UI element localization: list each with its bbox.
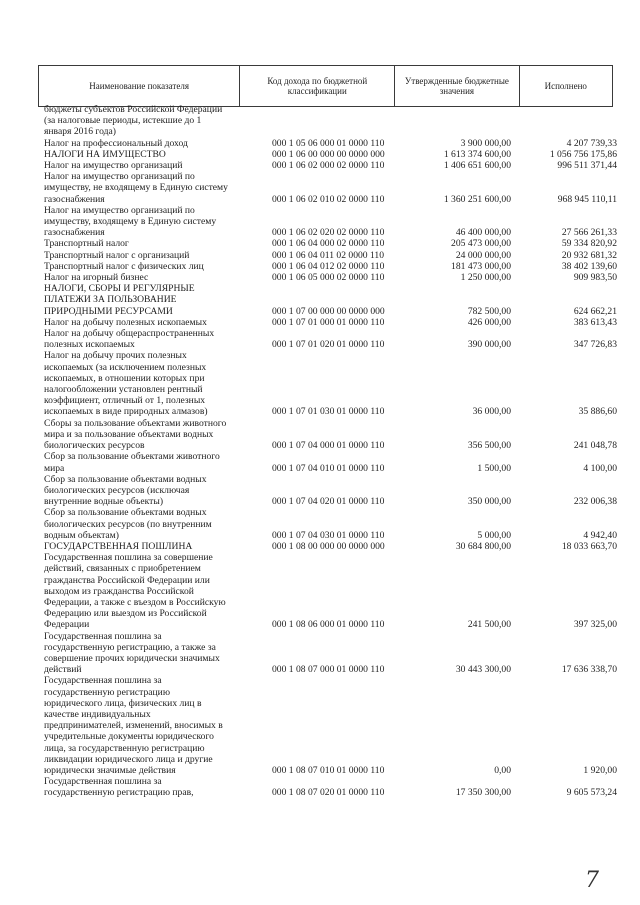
row-name: Налог на имущество организаций <box>44 160 183 172</box>
row-name: Налог на имущество организаций по имуществу, входящему в Единую систему газоснабжения <box>44 204 217 239</box>
row-code: 000 1 06 02 010 02 0000 110 <box>272 193 385 205</box>
row-executed: 1 920,00 <box>583 764 617 776</box>
row-approved: 3 900 000,00 <box>460 137 511 149</box>
table-row <box>44 272 619 283</box>
table-row <box>44 631 619 676</box>
row-approved: 17 350 300,00 <box>455 787 511 799</box>
row-name: Транспортный налог <box>44 238 129 250</box>
row-name: Транспортный налог с организаций <box>44 249 190 261</box>
row-code: 000 1 07 04 020 01 0000 110 <box>272 496 385 508</box>
row-code: 000 1 07 01 020 01 0000 110 <box>272 339 385 351</box>
table-row <box>44 675 619 776</box>
table-row <box>44 283 619 317</box>
row-approved: 181 473 000,00 <box>451 260 511 272</box>
row-name: Налог на профессиональный доход <box>44 137 188 149</box>
row-executed: 383 613,43 <box>573 316 617 328</box>
row-name: Сбор за пользование объектами водных биологических ресурсов (исключая внутренние водные объекты) <box>44 473 207 508</box>
row-name: НАЛОГИ НА ИМУЩЕСТВО <box>44 148 166 160</box>
table-row <box>44 104 619 138</box>
table-row <box>44 238 619 249</box>
table-row <box>44 328 619 350</box>
table-row <box>44 507 619 541</box>
row-approved: 1 406 651 600,00 <box>443 160 511 172</box>
row-name: Налог на игорный бизнес <box>44 272 149 284</box>
row-executed: 241 048,78 <box>573 440 617 452</box>
row-executed: 909 983,50 <box>573 272 617 284</box>
row-code: 000 1 06 04 011 02 0000 110 <box>272 249 385 261</box>
header-name: Наименование показателя <box>39 66 240 107</box>
row-code: 000 1 06 04 000 02 0000 110 <box>272 238 385 250</box>
row-code: 000 1 07 04 010 01 0000 110 <box>272 462 385 474</box>
row-executed: 38 402 139,60 <box>561 260 617 272</box>
row-code: 000 1 08 07 010 01 0000 110 <box>272 764 385 776</box>
table-body <box>44 104 619 799</box>
row-name: Государственная пошлина за государственную регистрацию прав, <box>44 776 194 799</box>
row-name: ГОСУДАРСТВЕННАЯ ПОШЛИНА <box>44 540 193 552</box>
row-name: Налог на добычу прочих полезных ископаемых (за исключением полезных ископаемых, в отношении которых при налогообложении установлен рентный коэффициент, отличный от 1, полезных ископаемых в виде природных алмазов) <box>44 350 208 418</box>
row-name: Сбор за пользование объектами водных биологических ресурсов (по внутренним водным объектам) <box>44 507 212 541</box>
row-executed: 59 334 820,92 <box>561 238 617 250</box>
row-code: 000 1 07 04 030 01 0000 110 <box>272 529 385 541</box>
row-name: Государственная пошлина за совершение действий, связанных с приобретением гражданства Российской Федерации или выходом из гражданства Российской Федерации, а также с въездом в Российскую Федерацию или выездом из Российской Федерации <box>44 552 226 631</box>
row-executed: 397 325,00 <box>573 619 617 631</box>
row-executed: 1 056 756 175,86 <box>549 148 617 160</box>
row-name: Налог на добычу полезных ископаемых <box>44 316 207 328</box>
row-executed: 9 605 573,24 <box>566 787 617 799</box>
table-row <box>44 350 619 417</box>
header-executed: Исполнено <box>519 66 612 107</box>
row-code: 000 1 05 06 000 01 0000 110 <box>272 137 385 149</box>
table-row <box>44 451 619 473</box>
row-executed: 4 100,00 <box>583 462 617 474</box>
row-name: бюджеты субъектов Российской Федерации (за налоговые периоды, истекшие до 1 января 2016 года) <box>44 104 223 138</box>
row-executed: 968 945 110,11 <box>557 193 617 205</box>
table-row <box>44 474 619 508</box>
row-name: НАЛОГИ, СБОРЫ И РЕГУЛЯРНЫЕ ПЛАТЕЖИ ЗА ПОЛЬЗОВАНИЕ ПРИРОДНЫМИ РЕСУРСАМИ <box>44 283 195 317</box>
row-approved: 1 500,00 <box>477 462 511 474</box>
row-code: 000 1 06 00 000 00 0000 000 <box>272 148 385 160</box>
row-approved: 30 443 300,00 <box>455 664 511 676</box>
row-code: 000 1 08 07 020 01 0000 110 <box>272 787 385 799</box>
row-executed: 232 006,38 <box>573 496 617 508</box>
row-approved: 30 684 800,00 <box>455 540 511 552</box>
row-name: Государственная пошлина за государственную регистрацию, а также за совершение прочих юридически значимых действий <box>44 630 220 676</box>
row-approved: 241 500,00 <box>467 619 511 631</box>
row-approved: 1 250 000,00 <box>460 272 511 284</box>
row-executed: 35 886,60 <box>578 406 617 418</box>
row-approved: 426 000,00 <box>467 316 511 328</box>
table-row <box>44 541 619 552</box>
row-code: 000 1 08 06 000 01 0000 110 <box>272 619 385 631</box>
row-code: 000 1 07 00 000 00 0000 000 <box>272 305 385 317</box>
row-name: Налог на добычу общераспространенных полезных ископаемых <box>44 328 215 351</box>
row-code: 000 1 06 04 012 02 0000 110 <box>272 260 385 272</box>
row-executed: 27 566 261,33 <box>561 227 617 239</box>
row-code: 000 1 07 04 000 01 0000 110 <box>272 440 385 452</box>
row-approved: 356 500,00 <box>467 440 511 452</box>
row-executed: 347 726,83 <box>573 339 617 351</box>
row-approved: 5 000,00 <box>477 529 511 541</box>
row-executed: 996 511 371,44 <box>557 160 617 172</box>
row-code: 000 1 08 00 000 00 0000 000 <box>272 540 385 552</box>
row-approved: 36 000,00 <box>472 406 511 418</box>
table-row <box>44 171 619 205</box>
row-executed: 18 033 663,70 <box>561 540 617 552</box>
table-row <box>44 205 619 239</box>
row-code: 000 1 06 05 000 02 0000 110 <box>272 272 385 284</box>
row-code: 000 1 06 02 000 02 0000 110 <box>272 160 385 172</box>
row-code: 000 1 07 01 000 01 0000 110 <box>272 316 385 328</box>
row-approved: 205 473 000,00 <box>451 238 511 250</box>
table-row <box>44 261 619 272</box>
row-executed: 624 662,21 <box>573 305 617 317</box>
row-code: 000 1 07 01 030 01 0000 110 <box>272 406 385 418</box>
row-approved: 1 360 251 600,00 <box>443 193 511 205</box>
table-row <box>44 776 619 798</box>
row-executed: 20 932 681,32 <box>561 249 617 261</box>
row-name: Сбор за пользование объектами животного мира <box>44 451 220 474</box>
table-row <box>44 138 619 149</box>
table-header <box>38 65 613 107</box>
table-row <box>44 317 619 328</box>
row-approved: 1 613 374 600,00 <box>443 148 511 160</box>
row-executed: 17 636 338,70 <box>561 664 617 676</box>
page-mark: 7 <box>585 868 599 893</box>
row-code: 000 1 08 07 000 01 0000 110 <box>272 664 385 676</box>
table-row <box>44 149 619 160</box>
row-name: Налог на имущество организаций по имуществу, не входящему в Единую систему газоснабжения <box>44 171 228 205</box>
row-approved: 350 000,00 <box>467 496 511 508</box>
row-approved: 782 500,00 <box>467 305 511 317</box>
table-row <box>44 160 619 171</box>
table-row <box>44 418 619 452</box>
table-row <box>44 552 619 630</box>
row-approved: 46 400 000,00 <box>455 227 511 239</box>
header-approved: Утвержденные бюджетные значения <box>395 66 519 107</box>
row-approved: 0,00 <box>494 764 511 776</box>
row-code: 000 1 06 02 020 02 0000 110 <box>272 227 385 239</box>
row-executed: 4 207 739,33 <box>566 137 617 149</box>
header-code: Код дохода по бюджетной классификации <box>240 66 395 107</box>
row-approved: 390 000,00 <box>467 339 511 351</box>
row-name: Государственная пошлина за государственную регистрацию юридического лица, физических лиц в качестве индивидуальных предпринимателей, изменений, вносимых в учредительные документы юридического лица, за государственную регистрацию ликвидации юридического лица и другие юридически значимые действия <box>44 675 223 776</box>
row-approved: 24 000 000,00 <box>455 249 511 261</box>
row-executed: 4 942,40 <box>583 529 617 541</box>
row-name: Транспортный налог с физических лиц <box>44 260 204 272</box>
row-name: Сборы за пользование объектами животного мира и за пользование объектами водных биологических ресурсов <box>44 417 227 452</box>
table-row <box>44 250 619 261</box>
